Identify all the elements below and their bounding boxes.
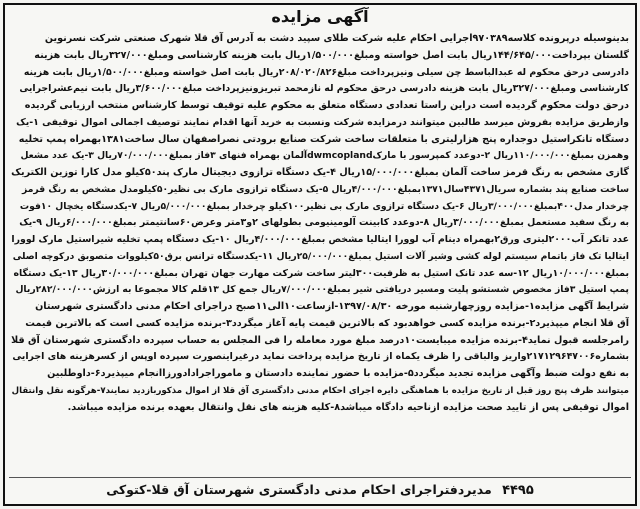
notice-line: درحق دولت محکوم گردیده است دراین راستا تعدادی دستگاه متعلق به محکوم علیه توقیف توسط کارشناس منتخب ارزیابی گردیده bbox=[24, 100, 629, 111]
notice-body bbox=[11, 31, 629, 476]
notice-line: وهمزن بمبلغ۱۱۰/۰۰۰/۰۰۰ریال ۲-دوعدد کمپرسور با مارکdwmcoplandآلمان بهمراه فنهای ۳فاز بمبلغ۷۰/۰۰۰/۰۰۰ریال ۳-یک عدد مشعل bbox=[20, 150, 629, 162]
auction-notice bbox=[3, 3, 637, 506]
notice-line: گلستان بپرداخت۱۴۴/۶۴۵/۰۰۰ریال بابت اصل خواسته ومبلغ۱/۵۰۰/۰۰۰ریال بابت هزینه کارشناسی ومبلغ۳۲۷/۰۰۰ریال بابت هزینه bbox=[34, 49, 629, 61]
notice-line: پمپ استیل ۳فاز مخصوص شستشو پلیت ومسیر دریافتی شیر بمبلغ۷/۰۰۰/۰۰۰ریال جمع کل ۱۳قلم کالا مجموعا به ارزش۲۸۲/۰۰۰/۰۰۰ریال bbox=[15, 284, 629, 296]
notice-number: ۴۴۹۵ bbox=[502, 483, 534, 498]
notice-header bbox=[5, 5, 635, 29]
notice-footer bbox=[5, 479, 635, 501]
notice-line: کارشناسی ومبلغ۳۲۷/۰۰۰ریال بابت هزینه دادرسی درحق محکوم له نازمحمد تبریزونیزپرداخت مبلغ۳/۶۰۰/۰۰۰ریال بابت نیم‌عشراجرایی bbox=[19, 83, 629, 95]
notice-line: به نفع دولت ضبط وآگهی مزایده تجدید میگردد۵-مزایده با حضور نماینده دادستان و ماموراجرادادورزاانجام میپذیرد۶-داوطلبین bbox=[47, 368, 629, 379]
notice-line: دستگاه تانکراستیل دوجداره پنج هزارلیتری با متعلقات ساخت شرکت صنایع برودتی نصراصفهان سال ساخت۱۳۸۱بهمراه پمپ تخلیه bbox=[18, 133, 629, 145]
notice-line: بشماره۲۱۷۱۲۹۶۴۷۰۰۶واریز والباقی را ظرف یکماه از تاریخ مزایده پرداخت نماید درغیراینصورت سپرده اوپس از کسرهزینه های اجرایی bbox=[12, 351, 629, 363]
signature-line: مدیردفتراجرای احکام مدنی دادگستری شهرستان آق قلا-کتوکی bbox=[106, 482, 492, 497]
notice-line: ایتالیا تک فاز باتمام سیستم لوله کشی وشیر آلات استیل بمبلغ۲۵/۰۰۰/۰۰۰ریال ۱۱-یکدستگاه ترانس برق۵۰کیلووات متصوبق درکوچه اصلی bbox=[12, 250, 629, 262]
notice-line: وازطریق مزایده بفروش میرسد طالبین میتوانند درمزایده شرکت ونسبت به خرید آنها اقدام نمایند توصیف اجمالی اموال توقیفی ۱-یک bbox=[16, 116, 629, 128]
notice-line: ساخت صنایع پند بشماره سریال۴۳۷۱سال۱۳۷۱بمبلغ۴/۰۰۰/۰۰۰ریال ۵-یک دستگاه ترازوی مارک بی نظیر۵۰کیلومدل مشخص به رنگ قرمز bbox=[21, 183, 629, 195]
notice-line: آق قلا انجام میپذیرد۲-برنده مزایده کسی خواهدبود که بالاترین قیمت پایه آغاز میگردد۳-برنده مزایده کسی است که بالاترین قیمت bbox=[25, 317, 629, 329]
notice-line: بدینوسیله درپرونده کلاسه۹۷۰۳۸۹اجرایی احکام علیه شرکت طلای سپید دشت به آدرس آق قلا شهرک صنعتی شرکت نسرنوین bbox=[44, 33, 629, 44]
notice-line: اموال توقیفی پس از تایید صحت مزایده ازناحیه دادگاه میباشد۸-کلیه هزینه های نقل وانتقال بعهده برنده مزایده میباشد. bbox=[67, 401, 629, 413]
notice-line: رامرجلسه قبول نماید۴-برنده مزایده میبایست۱۰درصد مبلغ مورد معامله را فی المجلس به حساب سپرده دادگستری شهرستان آق قلا bbox=[11, 334, 629, 346]
notice-line: گازی مشخص به رنگ قرمز ساخت آلمان بمبلغ۱۵/۰۰۰/۰۰۰ریال ۴-یک دستگاه ترازوی دیجیتال مارک پند۵۰کیلو مدل کارا توزین الکتریک bbox=[11, 167, 629, 178]
notice-line: دادرسی درحق محکوم له عبدالباسط چن سیلی ونیزپرداخت مبلغ۲۰۸/۰۲۰/۸۲۶ریال بابت اصل خواسته ومبلغ۱/۵۰۰/۰۰۰ریال بابت هزینه bbox=[23, 66, 629, 78]
notice-line: به رنگ سفید مستعمل بمبلغ۳/۰۰۰/۰۰۰ریال ۸-دوعدد کابینت آلومینیومی بطولهای ۲و۳متر وعرض۶۰سانتیمتر بمبلغ۶/۰۰۰/۰۰۰ریال ۹-یک bbox=[19, 217, 629, 229]
footer-divider bbox=[9, 477, 631, 478]
notice-line: چرخدار مدل۴۰۰بمبلغ۳/۰۰۰/۰۰۰ریال ۶-یک دستگاه ترازوی مارک بی نظیر۱۰۰کیلو چرخدار بمبلغ۵/۰۰۰/۰۰۰ریال ۷-یکدستگاه یخچال ۱۰فوت bbox=[19, 200, 629, 212]
notice-line: بمبلغ۱۰/۰۰۰/۰۰۰ریال ۱۲-سه عدد تانک استیل به ظرفیت۳۰۰لیتر ساخت شرکت مهارت جهان تهران بمبلغ۳۰/۰۰۰/۰۰۰ریال ۱۳-یک دستگاه bbox=[13, 267, 629, 279]
notice-title: آگهی مزایده bbox=[271, 7, 369, 26]
notice-line: عدد تانکر آب۲۰۰۰لیتری ورق۲بهمراه دینام آب لوورا ایتالیا مشخص بمبلغ۴/۰۰۰/۰۰۰ریال ۱۰-یک دستگاه پمپ تخلیه شیراستیل مارک لوورا bbox=[11, 234, 629, 245]
notice-line: میتوانند ظرف پنج روز قبل از تاریخ مزایده با هماهنگی دایره اجرای احکام مدنی دادگستری آق قلا از اموال مذکوربازدید نمایند۷-هرگونه نقل وانتقال bbox=[11, 385, 629, 396]
notice-line: شرایط آگهی مزایده۱-مزایده روزچهارشنبه مورخه ۱۳۹۷/۰۸/۳۰-ازساعت۱۰الی۱۱صبح دراجرای احکام مدنی دادگستری شهرستان bbox=[35, 301, 629, 312]
